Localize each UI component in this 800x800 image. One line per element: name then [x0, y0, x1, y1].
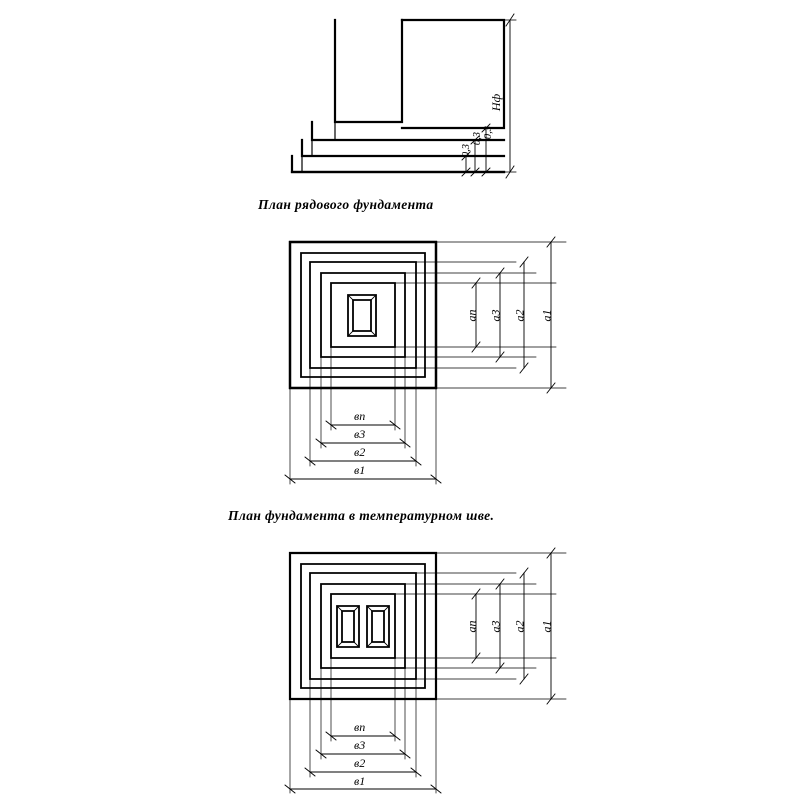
- elevation-section-inner-lines: [302, 122, 335, 172]
- plan2-dim-label-a3: а3: [488, 620, 503, 633]
- plan2-dim-label-a1: а1: [539, 620, 554, 633]
- dim-label-step-a2: 0,3: [472, 131, 484, 146]
- dim-label-Hf: Нф: [489, 93, 504, 112]
- plan-joint-outer-rect: [290, 553, 436, 699]
- plan1-dim-label-v3: в3: [354, 427, 366, 441]
- dim-label-step-a1: 0,3: [461, 143, 473, 158]
- plan1-dim-label-ap: ап: [464, 309, 479, 322]
- plan2-dim-label-v1: в1: [354, 774, 366, 788]
- dim-label-step-a3: 0,3: [483, 125, 495, 140]
- plan1-dim-label-a2: а2: [512, 309, 527, 322]
- plan-joint-socket-hatch: [337, 606, 389, 647]
- plan2-dim-label-vp: вп: [354, 720, 366, 734]
- plan1-dim-label-v1: в1: [354, 463, 366, 477]
- caption-elevation: План рядового фундамента: [258, 197, 434, 212]
- plan2-dim-label-v3: в3: [354, 738, 366, 752]
- plan1-dim-label-v2: в2: [354, 445, 366, 459]
- elevation-dim-Hf: [506, 14, 514, 178]
- plan-ordinary-geometry: [290, 242, 436, 388]
- elevation-section-geometry: [292, 20, 504, 172]
- plan1-dim-label-a3: а3: [488, 309, 503, 322]
- plan2-dim-label-ap: ап: [464, 620, 479, 633]
- plan2-dim-label-a2: а2: [512, 620, 527, 633]
- plan1-dim-label-vp: вп: [354, 409, 366, 423]
- plan-joint-step-rects: [301, 564, 425, 688]
- plan-ordinary-outer-rect: [290, 242, 436, 388]
- plan2-dim-label-v2: в2: [354, 756, 366, 770]
- plan1-dim-label-a1: а1: [539, 309, 554, 322]
- plan-joint-sockets: [337, 606, 389, 647]
- plan-ordinary-step-rects: [301, 253, 425, 377]
- caption-plan-joint: План фундамента в температурном шве.: [228, 508, 495, 523]
- plan-ordinary-socket: [348, 295, 376, 336]
